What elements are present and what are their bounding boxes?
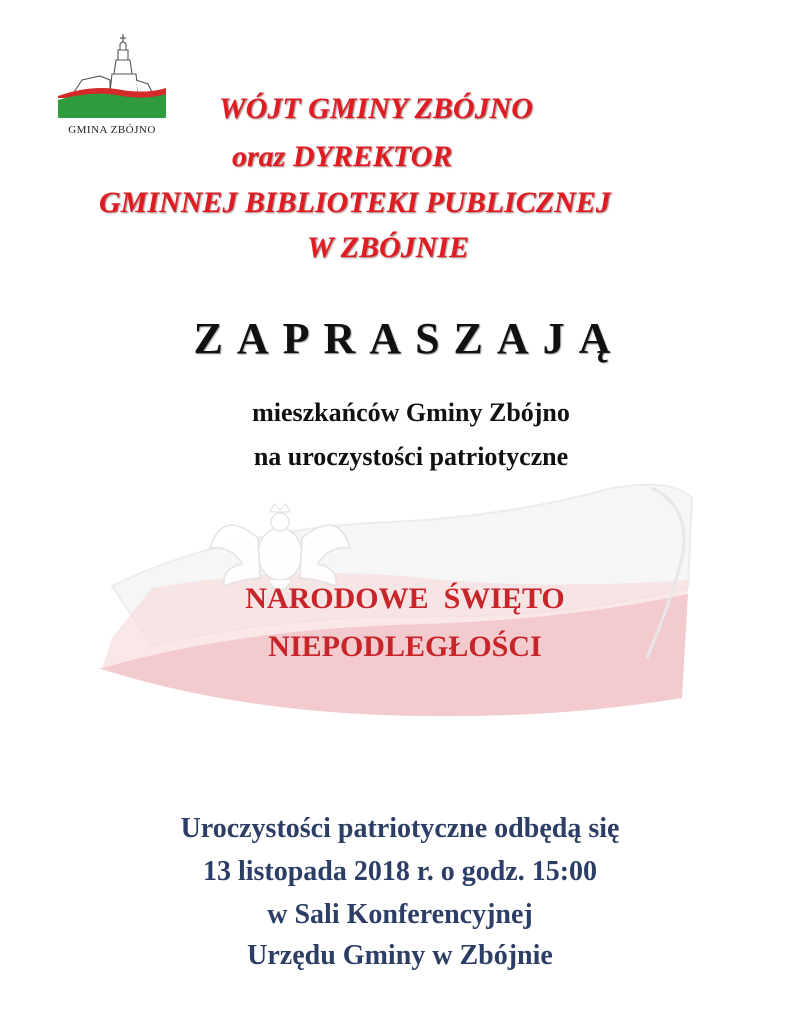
invite-line-ceremonies: na uroczystości patriotyczne bbox=[253, 442, 569, 471]
header-line-biblioteki: GMINNEJ BIBLIOTEKI PUBLICZNEJ bbox=[99, 186, 611, 219]
event-line-intro: Uroczystości patriotyczne odbędą się bbox=[180, 813, 620, 844]
logo-caption: GMINA ZBÓJNO bbox=[68, 124, 156, 136]
invite-heading: ZAPRASZAJĄ bbox=[193, 314, 625, 363]
event-line-office: Urzędu Gminy w Zbójnie bbox=[247, 940, 553, 971]
event-line-date: 13 listopada 2018 r. o godz. 15:00 bbox=[202, 856, 598, 887]
holiday-line-2: NIEPODLEGŁOŚCI bbox=[268, 630, 542, 663]
header-line-dyrektor: oraz DYREKTOR bbox=[232, 140, 453, 173]
invite-line-residents: mieszkańców Gminy Zbójno bbox=[252, 398, 570, 427]
header-line-zbojnie: W ZBÓJNIE bbox=[307, 231, 469, 264]
holiday-line-1: NARODOWE ŚWIĘTO bbox=[245, 582, 565, 615]
event-line-room: w Sali Konferencyjnej bbox=[267, 899, 533, 930]
white-eagle-icon bbox=[210, 504, 350, 590]
header-line-wojt: WÓJT GMINY ZBÓJNO bbox=[219, 92, 533, 125]
